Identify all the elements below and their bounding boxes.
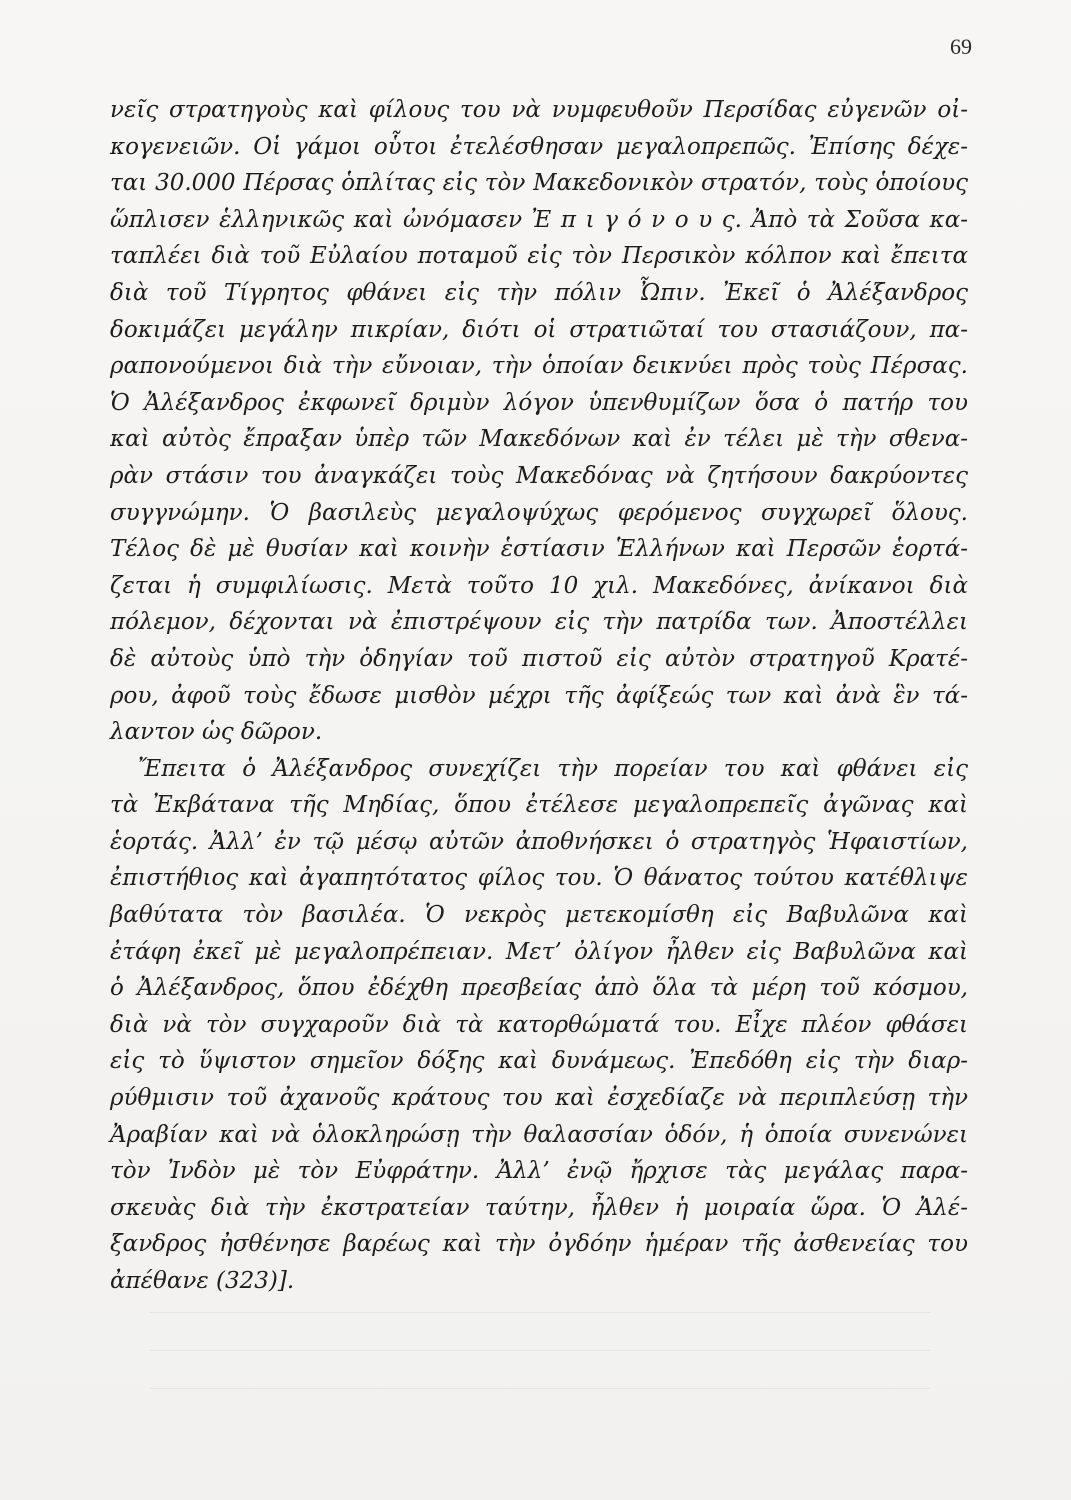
- text-line: ξανδρος ἠσθένησε βαρέως καὶ τὴν ὀγδόην ἡμέραν τῆς ἀσθενείας του: [110, 1231, 968, 1258]
- text-line: Ἔπειτα ὁ Ἀλέξανδρος συνεχίζει τὴν πορείαν του καὶ φθάνει εἰς: [138, 755, 968, 782]
- show-through-shadow: [150, 1388, 930, 1389]
- text-line: συγγνώμην. Ὁ βασιλεὺς μεγαλοψύχως φερόμενος συγχωρεῖ ὅλους.: [110, 499, 968, 526]
- text-line: ταπλέει διὰ τοῦ Εὐλαίου ποταμοῦ εἰς τὸν Περσικὸν κόλπον καὶ ἔπειτα: [110, 243, 968, 270]
- page-number: 69: [950, 34, 972, 59]
- show-through-shadow: [150, 1350, 930, 1351]
- text-line: λαντον ὡς δῶρον.: [110, 719, 323, 746]
- text-line: ἐτάφη ἐκεῖ μὲ μεγαλοπρέπειαν. Μετ’ ὀλίγον ἦλθεν εἰς Βαβυλῶνα καὶ: [110, 938, 968, 965]
- text-line: εἰς τὸ ὕψιστον σημεῖον δόξης καὶ δυνάμεως. Ἐπεδόθη εἰς τὴν διαρ-: [110, 1048, 968, 1075]
- text-line: καὶ αὐτὸς ἔπραξαν ὑπὲρ τῶν Μακεδόνων καὶ ἐν τέλει μὲ τὴν σθενα-: [110, 426, 968, 453]
- text-line: βαθύτατα τὸν βασιλέα. Ὁ νεκρὸς μετεκομίσθη εἰς Βαβυλῶνα καὶ: [110, 902, 968, 929]
- text-line: τὸν Ἰνδὸν μὲ τὸν Εὐφράτην. Ἀλλ’ ἐνῷ ἤρχισε τὰς μεγάλας παρα-: [110, 1158, 968, 1185]
- text-line: Ἀραβίαν καὶ νὰ ὁλοκληρώσῃ τὴν θαλασσίαν ὁδόν, ἡ ὁποία συνενώνει: [110, 1121, 968, 1148]
- show-through-shadow: [150, 1312, 930, 1313]
- text-line: ἐπιστήθιος καὶ ἀγαπητότατος φίλος του. Ὁ θάνατος τούτου κατέθλιψε: [110, 865, 968, 892]
- text-line: ὥπλισεν ἑλληνικῶς καὶ ὠνόμασεν Ἐ π ι γ ό ν ο υ ς. Ἀπὸ τὰ Σοῦσα κα-: [110, 206, 968, 233]
- text-line: ρὰν στάσιν του ἀναγκάζει τοὺς Μακεδόνας νὰ ζητήσουν δακρύοντες: [110, 462, 968, 489]
- text-line: ζεται ἡ συμφιλίωσις. Μετὰ τοῦτο 10 χιλ. Μακεδόνες, ἀνίκανοι διὰ: [110, 572, 968, 599]
- text-line: Ὁ Ἀλέξανδρος ἐκφωνεῖ δριμὺν λόγον ὑπενθυμίζων ὅσα ὁ πατήρ του: [110, 389, 968, 416]
- body-text: [110, 92, 968, 1300]
- text-line: διὰ τοῦ Τίγρητος φθάνει εἰς τὴν πόλιν Ὦπιν. Ἐκεῖ ὁ Ἀλέξανδρος: [110, 279, 968, 306]
- text-line: δὲ αὐτοὺς ὑπὸ τὴν ὁδηγίαν τοῦ πιστοῦ εἰς αὐτὸν στρατηγοῦ Κρατέ-: [110, 645, 968, 672]
- text-line: ὁ Ἀλέξανδρος, ὅπου ἐδέχθη πρεσβείας ἀπὸ ὅλα τὰ μέρη τοῦ κόσμου,: [110, 975, 968, 1002]
- text-line: πόλεμον, δέχονται νὰ ἐπιστρέψουν εἰς τὴν πατρίδα των. Ἀποστέλλει: [110, 609, 968, 636]
- text-line: ρου, ἀφοῦ τοὺς ἔδωσε μισθὸν μέχρι τῆς ἀφίξεώς των καὶ ἀνὰ ἓν τά-: [110, 682, 968, 709]
- text-line: δοκιμάζει μεγάλην πικρίαν, διότι οἱ στρατιῶταί του στασιάζουν, πα-: [110, 316, 968, 343]
- text-line: ἀπέθανε (323)].: [110, 1268, 295, 1294]
- text-line: σκευὰς διὰ τὴν ἐκστρατείαν ταύτην, ἦλθεν ἡ μοιραία ὥρα. Ὁ Ἀλέ-: [110, 1194, 968, 1221]
- text-line: ἑορτάς. Ἀλλ’ ἐν τῷ μέσῳ αὐτῶν ἀποθνήσκει ὁ στρατηγὸς Ἡφαιστίων,: [110, 828, 968, 855]
- text-line: ρύθμισιν τοῦ ἀχανοῦς κράτους του καὶ ἐσχεδίαζε νὰ περιπλεύσῃ τὴν: [110, 1085, 968, 1112]
- text-line: Τέλος δὲ μὲ θυσίαν καὶ κοινὴν ἑστίασιν Ἑλλήνων καὶ Περσῶν ἑορτά-: [110, 536, 968, 563]
- text-line: τὰ Ἐκβάτανα τῆς Μηδίας, ὅπου ἐτέλεσε μεγαλοπρεπεῖς ἀγῶνας καὶ: [110, 792, 968, 819]
- text-line: κογενειῶν. Οἱ γάμοι οὗτοι ἐτελέσθησαν μεγαλοπρεπῶς. Ἐπίσης δέχε-: [110, 133, 968, 160]
- text-line: ραπονούμενοι διὰ τὴν εὔνοιαν, τὴν ὁποίαν δεικνύει πρὸς τοὺς Πέρσας.: [110, 353, 968, 380]
- text-line: ται 30.000 Πέρσας ὁπλίτας εἰς τὸν Μακεδονικὸν στρατόν, τοὺς ὁποίους: [110, 170, 968, 197]
- text-line: διὰ νὰ τὸν συγχαροῦν διὰ τὰ κατορθώματά του. Εἶχε πλέον φθάσει: [110, 1011, 968, 1038]
- text-line: νεῖς στρατηγοὺς καὶ φίλους του νὰ νυμφευθοῦν Περσίδας εὐγενῶν οἰ-: [110, 97, 968, 123]
